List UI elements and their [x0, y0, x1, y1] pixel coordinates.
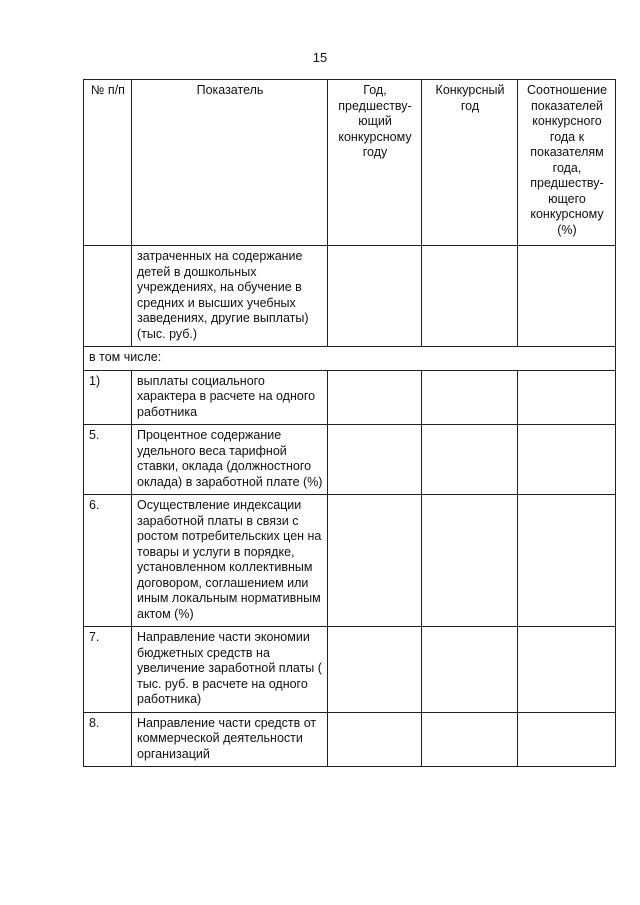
row-previous-year-cell	[328, 246, 422, 347]
row-indicator-cell: выплаты социального характера в расчете на одного работника	[132, 370, 328, 425]
row-previous-year-cell	[328, 370, 422, 425]
header-previous-year: Год, предшеству-ющий конкурсному году	[328, 80, 422, 246]
row-previous-year-cell	[328, 495, 422, 627]
page-number: 15	[312, 50, 328, 65]
header-contest-year: Конкурсный год	[422, 80, 518, 246]
table-row	[84, 627, 616, 713]
row-ratio-cell	[518, 425, 616, 495]
header-indicator: Показатель	[132, 80, 328, 246]
row-previous-year-cell	[328, 712, 422, 767]
row-indicator-cell: Процентное содержание удельного веса тарифной ставки, оклада (должностного оклада) в заработной плате (%)	[132, 425, 328, 495]
row-contest-year-cell	[422, 425, 518, 495]
row-previous-year-cell	[328, 425, 422, 495]
row-ratio-cell	[518, 495, 616, 627]
row-indicator-cell: Направление части средств от коммерческой деятельности организаций	[132, 712, 328, 767]
row-number-cell: 8.	[84, 712, 132, 767]
row-contest-year-cell	[422, 495, 518, 627]
row-contest-year-cell	[422, 627, 518, 713]
row-ratio-cell	[518, 246, 616, 347]
including-label: в том числе:	[84, 347, 616, 371]
row-number-cell: 5.	[84, 425, 132, 495]
table-row	[84, 495, 616, 627]
indicators-table	[83, 79, 616, 767]
row-contest-year-cell	[422, 246, 518, 347]
row-previous-year-cell	[328, 627, 422, 713]
row-indicator-cell: затраченных на содержание детей в дошкольных учреждениях, на обучение в средних и высших учебных заведениях, другие выплаты) (тыс. руб.)	[132, 246, 328, 347]
table-row	[84, 246, 616, 347]
table-row	[84, 370, 616, 425]
row-ratio-cell	[518, 712, 616, 767]
row-ratio-cell	[518, 627, 616, 713]
row-indicator-cell: Осуществление индексации заработной платы в связи с ростом потребительских цен на товары и услуги в порядке, установленном коллективным договором, соглашением или иным локальным нормативным актом (%)	[132, 495, 328, 627]
table-row	[84, 425, 616, 495]
header-ratio: Соотношение показателей конкурсного года к показателям года, предшеству-ющего конкурсному (%)	[518, 80, 616, 246]
row-number-cell	[84, 246, 132, 347]
row-ratio-cell	[518, 370, 616, 425]
table-row-including	[84, 347, 616, 371]
row-indicator-cell: Направление части экономии бюджетных средств на увеличение заработной платы ( тыс. руб. в расчете на одного работника)	[132, 627, 328, 713]
table-header-row	[84, 80, 616, 246]
row-number-cell: 1)	[84, 370, 132, 425]
row-contest-year-cell	[422, 712, 518, 767]
header-number: № п/п	[84, 80, 132, 246]
row-contest-year-cell	[422, 370, 518, 425]
table-row	[84, 712, 616, 767]
row-number-cell: 6.	[84, 495, 132, 627]
row-number-cell: 7.	[84, 627, 132, 713]
